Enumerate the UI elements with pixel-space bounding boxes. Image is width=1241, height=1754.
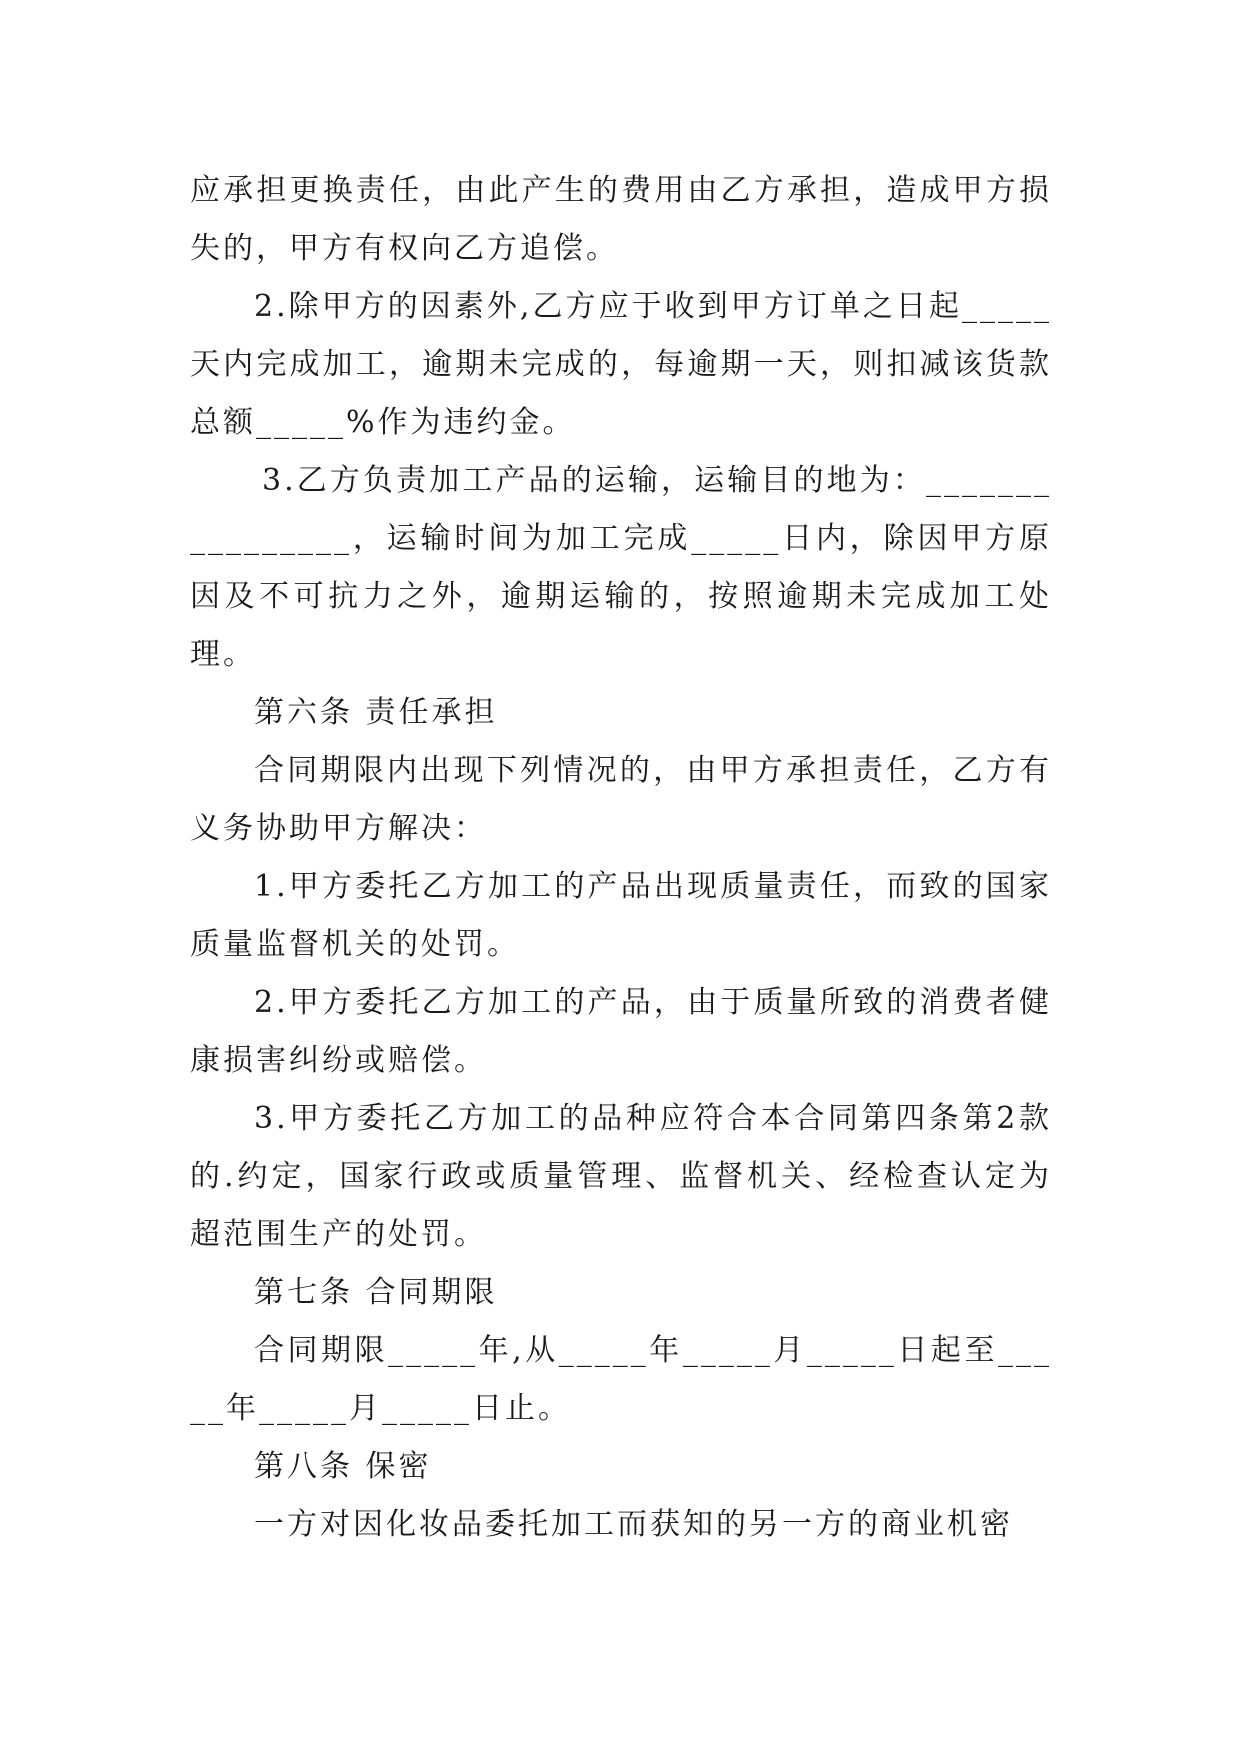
article-6-item-1: 1.甲方委托乙方加工的产品出现质量责任，而致的国家质量监督机关的处罚。: [190, 869, 1052, 962]
article-6-item-2: 2.甲方委托乙方加工的产品，由于质量所致的消费者健康损害纠纷或赔偿。: [190, 985, 1052, 1078]
article-6-intro: 合同期限内出现下列情况的，由甲方承担责任，乙方有义务协助甲方解决：: [190, 753, 1052, 846]
article-8-text: 一方对因化妆品委托加工而获知的另一方的商业机密: [254, 1507, 1013, 1542]
article-6-item-3: 3.甲方委托乙方加工的品种应符合本合同第四条第2款的.约定，国家行政或质量管理、监督机关、经检查认定为超范围生产的处罚。: [190, 1101, 1052, 1252]
article-7-term: 合同期限_____年,从_____年_____月_____日起至_____年_____月_____日止。: [190, 1333, 1052, 1426]
clause-5-item-3: 3.乙方负责加工产品的运输，运输目的地为：________________，运输时间为加工完成_____日内，除因甲方原因及不可抗力之外，逾期运输的，按照逾期未完成加工处理。: [190, 463, 1052, 672]
article-6-heading: 第六条 责任承担: [254, 695, 498, 730]
paragraph-continuation: 应承担更换责任，由此产生的费用由乙方承担，造成甲方损失的，甲方有权向乙方追偿。: [190, 173, 1052, 266]
article-7-heading: 第七条 合同期限: [254, 1275, 498, 1310]
clause-5-item-2: 2.除甲方的因素外,乙方应于收到甲方订单之日起_____天内完成加工，逾期未完成的，每逾期一天，则扣减该货款总额_____%作为违约金。: [190, 289, 1052, 440]
document-body: [190, 162, 1052, 1554]
article-8-heading: 第八条 保密: [254, 1449, 432, 1484]
